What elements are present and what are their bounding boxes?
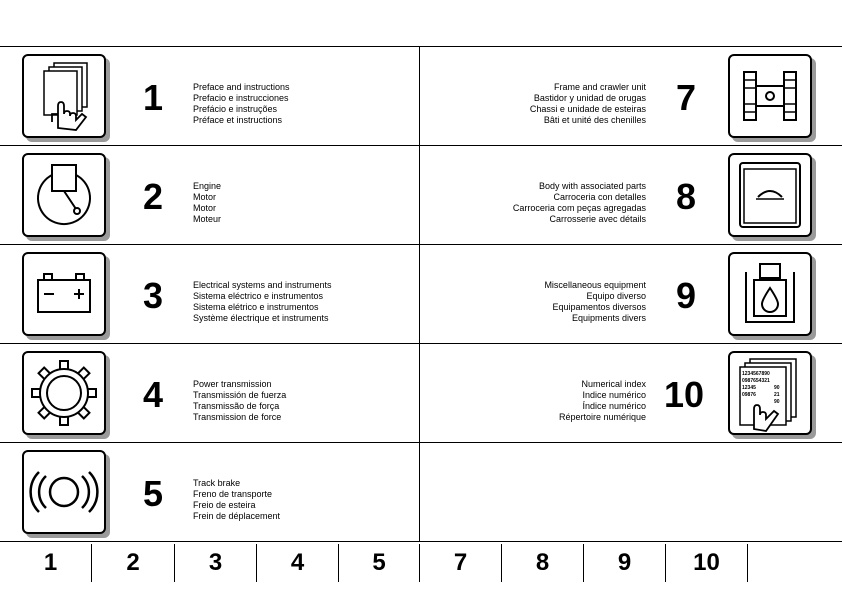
- tab-section-7[interactable]: 7: [453, 549, 468, 576]
- index-line: 12345: [742, 385, 756, 391]
- engine-icon: [22, 153, 106, 237]
- section-title: [193, 379, 286, 423]
- title-en: Miscellaneous equipment: [544, 280, 646, 290]
- section-row-7[interactable]: [420, 46, 842, 144]
- title-en: Track brake: [193, 478, 241, 488]
- title-es: Freno de transporte: [193, 489, 273, 499]
- numerical-index-icon: [728, 351, 812, 435]
- title-fr: Système électrique et instruments: [193, 313, 329, 323]
- index-line: 1234567890: [742, 371, 770, 377]
- title-en: Numerical index: [581, 379, 646, 389]
- tab-section-8[interactable]: 8: [535, 549, 550, 576]
- title-es: Indice numérico: [582, 390, 646, 400]
- oil-drop-icon: [728, 252, 812, 336]
- section-number: 5: [143, 473, 164, 514]
- title-es: Prefacio e instrucciones: [193, 93, 289, 103]
- title-fr: Carrosserie avec détails: [549, 214, 646, 224]
- battery-icon: [22, 252, 106, 336]
- title-fr: Moteur: [193, 214, 222, 224]
- title-en: Preface and instructions: [193, 82, 290, 92]
- index-line: 09876: [742, 392, 756, 398]
- section-number: 1: [143, 77, 164, 118]
- section-number: 3: [143, 275, 164, 316]
- tab-empty: [748, 544, 829, 582]
- section-number: 4: [143, 374, 164, 415]
- tab-section-5[interactable]: 5: [372, 549, 386, 576]
- section-title: [193, 280, 332, 324]
- section-number: 9: [676, 275, 697, 316]
- title-en: Electrical systems and instruments: [193, 280, 332, 290]
- title-es: Sistema eléctrico e instrumentos: [193, 291, 324, 301]
- tab-section-9[interactable]: 9: [617, 549, 632, 576]
- crawler-frame-icon: [728, 54, 812, 138]
- title-es: Bastidor y unidad de orugas: [533, 93, 646, 103]
- divider: [0, 541, 842, 542]
- section-title: [559, 379, 646, 423]
- title-en: Body with associated parts: [538, 181, 646, 191]
- title-fr: Répertoire numérique: [558, 412, 646, 422]
- section-row-8[interactable]: [420, 145, 842, 243]
- section-row-3[interactable]: [0, 244, 419, 342]
- title-pt: Equipamentos diversos: [552, 302, 646, 312]
- section-tabs: [0, 544, 842, 584]
- title-en: Frame and crawler unit: [553, 82, 646, 92]
- manual-hand-icon: [22, 54, 106, 138]
- section-row-5[interactable]: [0, 442, 419, 540]
- title-es: Carroceria con detalles: [553, 192, 646, 202]
- title-fr: Bâti et unité des chenilles: [543, 115, 646, 125]
- title-pt: Transmissão de força: [193, 401, 280, 411]
- title-en: Power transmission: [193, 379, 272, 389]
- title-es: Motor: [193, 192, 217, 202]
- title-pt: Carroceria com peças agregadas: [512, 203, 646, 213]
- title-pt: Índice numérico: [582, 401, 646, 411]
- title-pt: Freio de esteira: [193, 500, 256, 510]
- index-line: 90: [774, 399, 780, 405]
- section-title: [544, 280, 646, 324]
- section-number: 7: [676, 77, 697, 118]
- section-row-1[interactable]: [0, 46, 419, 144]
- section-number: 8: [676, 176, 697, 217]
- section-row-10[interactable]: [420, 343, 842, 441]
- section-title: [193, 478, 280, 522]
- section-number: 2: [143, 176, 164, 217]
- tab-section-3[interactable]: 3: [208, 549, 223, 576]
- title-pt: Motor: [193, 203, 217, 213]
- index-line: 0987654321: [742, 378, 770, 384]
- section-title: [513, 181, 646, 225]
- title-en: Engine: [193, 181, 222, 191]
- title-pt: Chassi e unidade de esteiras: [529, 104, 646, 114]
- title-fr: Préface et instructions: [193, 115, 283, 125]
- section-title: [193, 82, 290, 126]
- index-line: 21: [774, 392, 780, 398]
- empty-section: [420, 442, 842, 540]
- section-row-4[interactable]: [0, 343, 419, 441]
- tab-section-2[interactable]: 2: [126, 549, 140, 576]
- section-row-9[interactable]: [420, 244, 842, 342]
- title-pt: Prefácio e instruções: [193, 104, 278, 114]
- section-number: 10: [664, 374, 705, 415]
- title-es: Transmissión de fuerza: [193, 390, 287, 400]
- section-title: [530, 82, 646, 126]
- section-title: [193, 181, 221, 225]
- body-icon: [728, 153, 812, 237]
- brake-icon: [22, 450, 106, 534]
- section-index-frame: [0, 46, 842, 542]
- gear-icon: [22, 351, 106, 435]
- title-fr: Equipments divers: [571, 313, 646, 323]
- title-pt: Sistema elétrico e instrumentos: [193, 302, 319, 312]
- title-fr: Frein de déplacement: [193, 511, 281, 521]
- title-es: Equipo diverso: [586, 291, 646, 301]
- tab-section-1[interactable]: 1: [43, 549, 58, 576]
- section-row-2[interactable]: [0, 145, 419, 243]
- index-line: 90: [774, 385, 780, 391]
- tab-section-4[interactable]: 4: [290, 549, 305, 576]
- tab-section-10[interactable]: 10: [693, 549, 720, 576]
- title-fr: Transmission de force: [193, 412, 282, 422]
